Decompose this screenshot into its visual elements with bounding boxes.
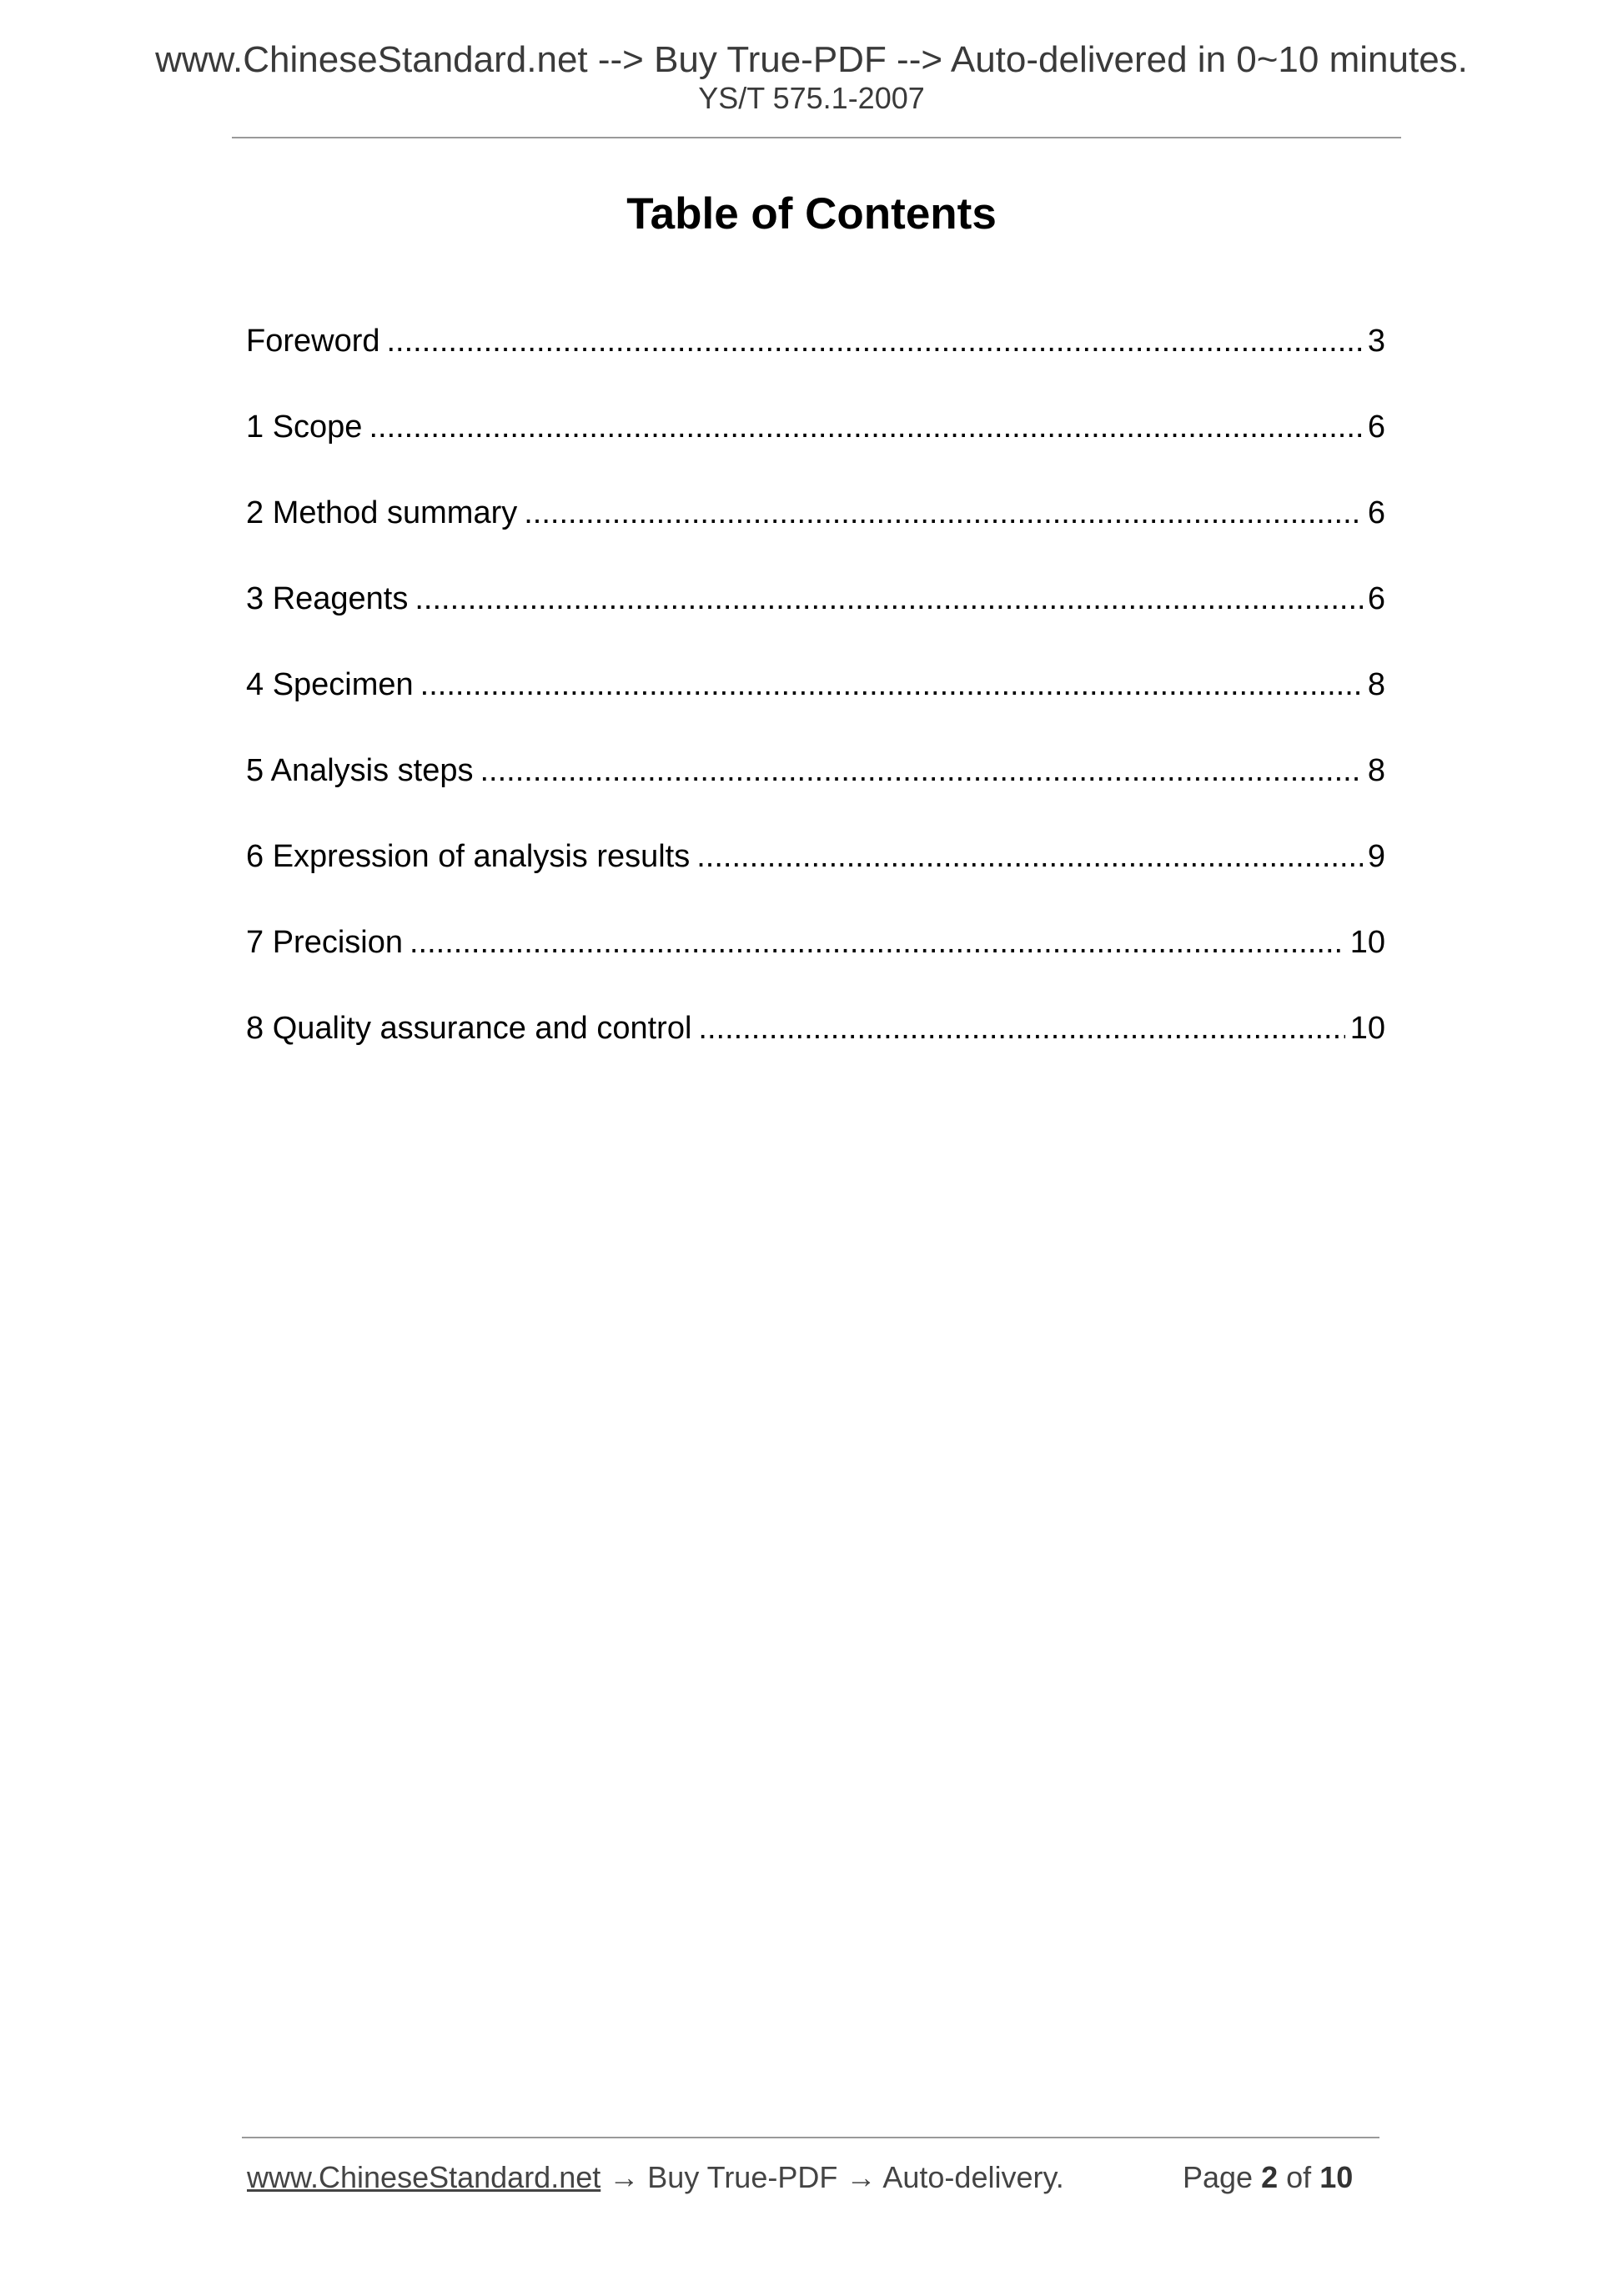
- toc-entry-analysis-steps[interactable]: [246, 755, 1385, 841]
- toc-entry-page: 8: [1367, 667, 1385, 702]
- toc-entry-expression-of-results[interactable]: [246, 841, 1385, 927]
- toc-entry-page: 9: [1367, 839, 1385, 874]
- footer-website-link[interactable]: www.ChineseStandard.net: [247, 2160, 601, 2194]
- toc-entry-page: 6: [1367, 495, 1385, 530]
- toc-entry-page: 6: [1367, 409, 1385, 445]
- dot-leader: [415, 583, 1362, 615]
- toc-entry-label: Foreword: [246, 324, 380, 359]
- footer-delivery-text: Auto-delivery.: [882, 2160, 1064, 2194]
- toc-entry-label: 5 Analysis steps: [246, 753, 474, 788]
- footer-divider: [242, 2137, 1379, 2138]
- footer-buy-text: Buy True-PDF: [647, 2160, 838, 2194]
- toc-list: [246, 325, 1385, 1098]
- toc-entry-label: 8 Quality assurance and control: [246, 1011, 692, 1046]
- current-page: 2: [1261, 2160, 1279, 2194]
- toc-title: Table of Contents: [626, 189, 997, 239]
- dot-leader: [387, 325, 1363, 357]
- toc-entry-specimen[interactable]: [246, 669, 1385, 755]
- header-banner: www.ChineseStandard.net --> Buy True-PDF --> Auto-delivered in 0~10 minutes.: [155, 39, 1468, 80]
- toc-entry-method-summary[interactable]: [246, 497, 1385, 583]
- dot-leader: [369, 411, 1362, 443]
- toc-entry-page: 6: [1367, 581, 1385, 616]
- header-divider: [232, 137, 1401, 138]
- toc-entry-quality-assurance[interactable]: [246, 1012, 1385, 1098]
- dot-leader: [698, 1012, 1344, 1044]
- dot-leader: [420, 669, 1363, 701]
- dot-leader: [524, 497, 1363, 529]
- toc-entry-label: 4 Specimen: [246, 667, 414, 702]
- dot-leader: [696, 841, 1363, 872]
- toc-entry-page: 8: [1367, 753, 1385, 788]
- toc-entry-reagents[interactable]: [246, 583, 1385, 669]
- toc-entry-page: 3: [1367, 324, 1385, 359]
- toc-entry-label: 7 Precision: [246, 925, 403, 960]
- toc-entry-precision[interactable]: [246, 927, 1385, 1012]
- toc-entry-scope[interactable]: [246, 411, 1385, 497]
- arrow-right-icon: →: [846, 2160, 877, 2194]
- toc-entry-page: 10: [1349, 1011, 1385, 1046]
- arrow-right-icon: →: [609, 2160, 640, 2194]
- toc-entry-page: 10: [1349, 925, 1385, 960]
- total-pages: 10: [1319, 2160, 1354, 2194]
- footer-promo: [247, 2160, 1064, 2194]
- dot-leader: [410, 927, 1345, 958]
- toc-entry-label: 3 Reagents: [246, 581, 409, 616]
- toc-entry-foreword[interactable]: [246, 325, 1385, 411]
- dot-leader: [480, 755, 1362, 786]
- toc-entry-label: 6 Expression of analysis results: [246, 839, 691, 874]
- page-number: [1183, 2160, 1354, 2194]
- toc-entry-label: 2 Method summary: [246, 495, 518, 530]
- document-code: YS/T 575.1-2007: [698, 81, 925, 115]
- page-word: Page: [1183, 2160, 1254, 2194]
- of-word: of: [1286, 2160, 1312, 2194]
- toc-entry-label: 1 Scope: [246, 409, 363, 445]
